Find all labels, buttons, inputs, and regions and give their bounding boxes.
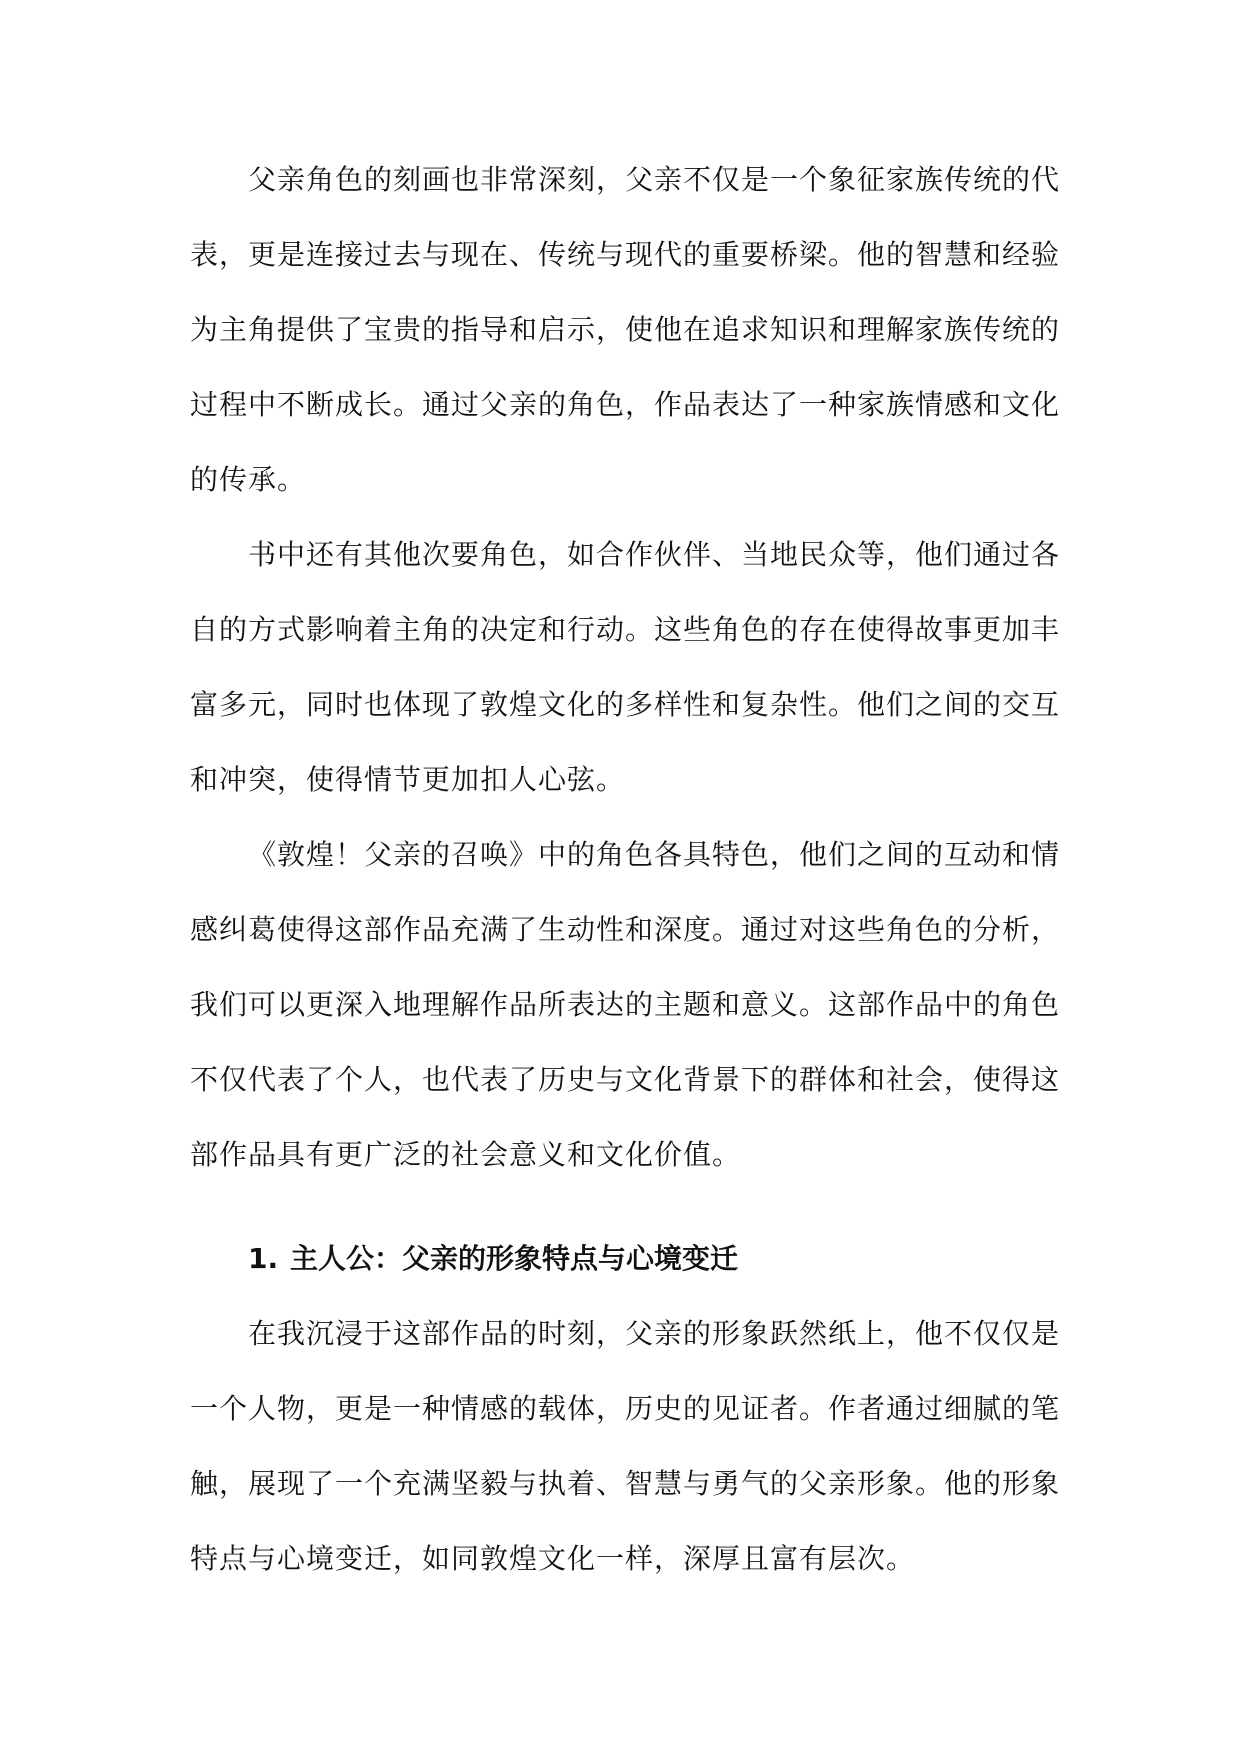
paragraph-father-role: 父亲角色的刻画也非常深刻，父亲不仅是一个象征家族传统的代表，更是连接过去与现在、传统与现代的重要桥梁。他的智慧和经验为主角提供了宝贵的指导和启示，使他在追求知识和理解家族传统的过程中不断成长。通过父亲的角色，作品表达了一种家族情感和文化的传承。 <box>190 163 1061 496</box>
page-content <box>190 142 1060 1596</box>
paragraph-minor-roles: 书中还有其他次要角色，如合作伙伴、当地民众等，他们通过各自的方式影响着主角的决定和行动。这些角色的存在使得故事更加丰富多元，同时也体现了敦煌文化的多样性和复杂性。他们之间的交互和冲突，使得情节更加扣人心弦。 <box>190 538 1061 796</box>
section-title: 主人公：父亲的形象特点与心境变迁 <box>290 1242 739 1275</box>
paragraph-character-summary: 《敦煌！父亲的召唤》中的角色各具特色，他们之间的互动和情感纠葛使得这部作品充满了生动性和深度。通过对这些角色的分析，我们可以更深入地理解作品所表达的主题和意义。这部作品中的角色不仅代表了个人，也代表了历史与文化背景下的群体和社会，使得这部作品具有更广泛的社会意义和文化价值。 <box>190 838 1061 1171</box>
section-number: 1. <box>248 1242 279 1275</box>
paragraph-father-image: 在我沉浸于这部作品的时刻，父亲的形象跃然纸上，他不仅仅是一个人物，更是一种情感的载体，历史的见证者。作者通过细腻的笔触，展现了一个充满坚毅与执着、智慧与勇气的父亲形象。他的形象特点与心境变迁，如同敦煌文化一样，深厚且富有层次。 <box>190 1317 1061 1575</box>
section-heading <box>190 1221 1060 1296</box>
